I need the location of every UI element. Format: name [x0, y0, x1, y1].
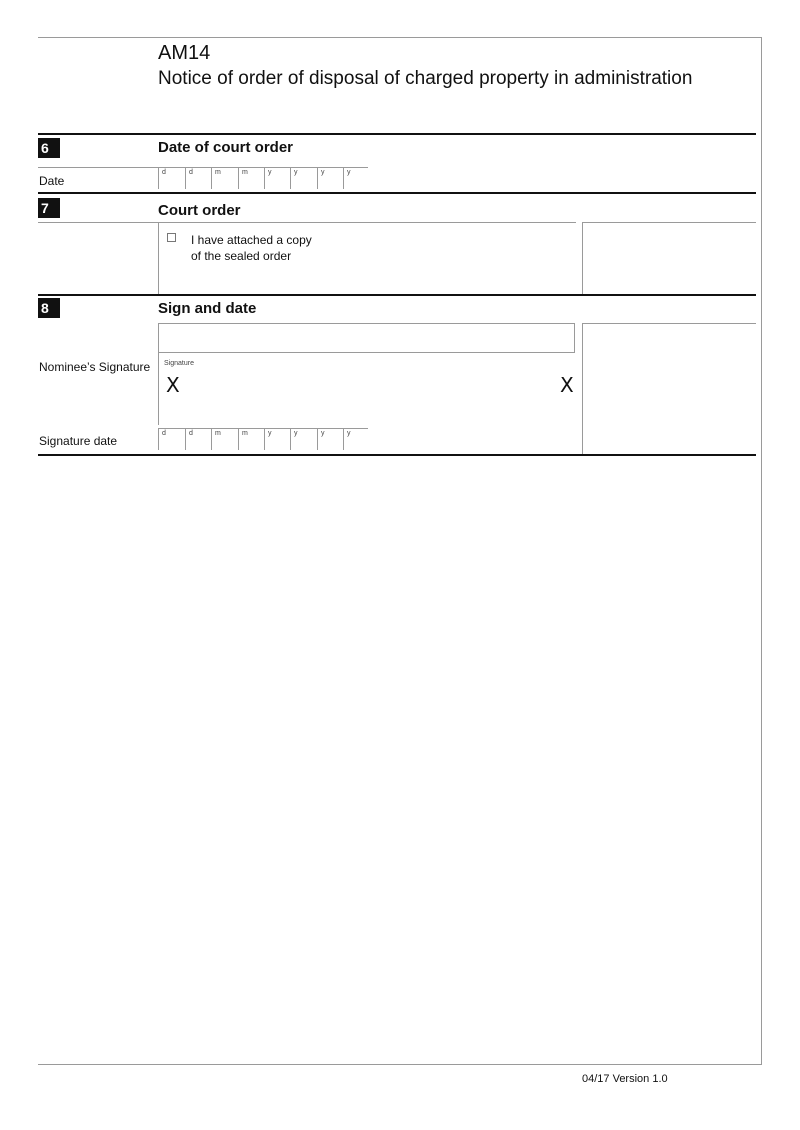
date-box-year-4[interactable]: y: [343, 167, 365, 189]
sig-date-top-line: [158, 428, 368, 429]
date-box-month-1[interactable]: m: [211, 167, 233, 189]
right-border: [761, 37, 762, 1065]
signature-date-label: Signature date: [39, 434, 118, 448]
name-input-box[interactable]: [158, 323, 575, 353]
signature-caption: Signature: [164, 360, 194, 367]
attached-copy-checkbox[interactable]: [167, 233, 176, 242]
section7-box-top: [158, 222, 576, 223]
sig-date-box-year-4[interactable]: y: [343, 428, 365, 450]
sig-date-box-month-2[interactable]: m: [238, 428, 260, 450]
section6-date-top-line: [158, 167, 368, 168]
form-title: Notice of order of disposal of charged property in administration: [158, 68, 693, 89]
date-box-month-2[interactable]: m: [238, 167, 260, 189]
section7-right-top: [582, 222, 756, 223]
section8-right-divider: [582, 323, 583, 455]
section8-title: Sign and date: [158, 300, 257, 317]
date-box-day-2[interactable]: d: [185, 167, 207, 189]
section7-left-line: [38, 222, 158, 223]
section6-number: 6: [38, 138, 60, 158]
sig-date-box-year-2[interactable]: y: [290, 428, 312, 450]
section7-title: Court order: [158, 202, 241, 219]
date-box-year-1[interactable]: y: [264, 167, 286, 189]
section7-box-right: [582, 222, 583, 294]
bottom-border: [38, 1064, 762, 1065]
section8-number: 8: [38, 298, 60, 318]
top-border: [38, 37, 762, 38]
date-box-year-2[interactable]: y: [290, 167, 312, 189]
sig-date-box-year-3[interactable]: y: [317, 428, 339, 450]
form-code: AM14: [158, 42, 211, 64]
sig-date-box-year-1[interactable]: y: [264, 428, 286, 450]
section6-date-row-line: [38, 167, 158, 168]
date-box-day-1[interactable]: d: [158, 167, 180, 189]
date-box-year-3[interactable]: y: [317, 167, 339, 189]
section7-rule: [38, 192, 756, 194]
section8-rule: [38, 294, 756, 296]
section8-bottom-rule: [38, 454, 756, 456]
date-label: Date: [39, 174, 65, 188]
version-footer: 04/17 Version 1.0: [582, 1073, 668, 1085]
attached-copy-line2: of the sealed order: [191, 249, 292, 263]
signature-start-mark: X: [166, 373, 180, 397]
signature-end-mark: X: [560, 373, 574, 397]
signature-box[interactable]: [158, 353, 575, 425]
nominee-signature-label: Nominee’s Signature: [39, 360, 151, 374]
section7-number: 7: [38, 198, 60, 218]
section6-title: Date of court order: [158, 139, 294, 156]
section7-box-left: [158, 222, 159, 294]
section6-rule: [38, 133, 756, 135]
sig-date-box-day-1[interactable]: d: [158, 428, 180, 450]
sig-date-box-day-2[interactable]: d: [185, 428, 207, 450]
attached-copy-label: [191, 232, 312, 264]
attached-copy-line1: I have attached a copy: [191, 233, 312, 247]
section8-right-top: [582, 323, 756, 324]
sig-date-box-month-1[interactable]: m: [211, 428, 233, 450]
